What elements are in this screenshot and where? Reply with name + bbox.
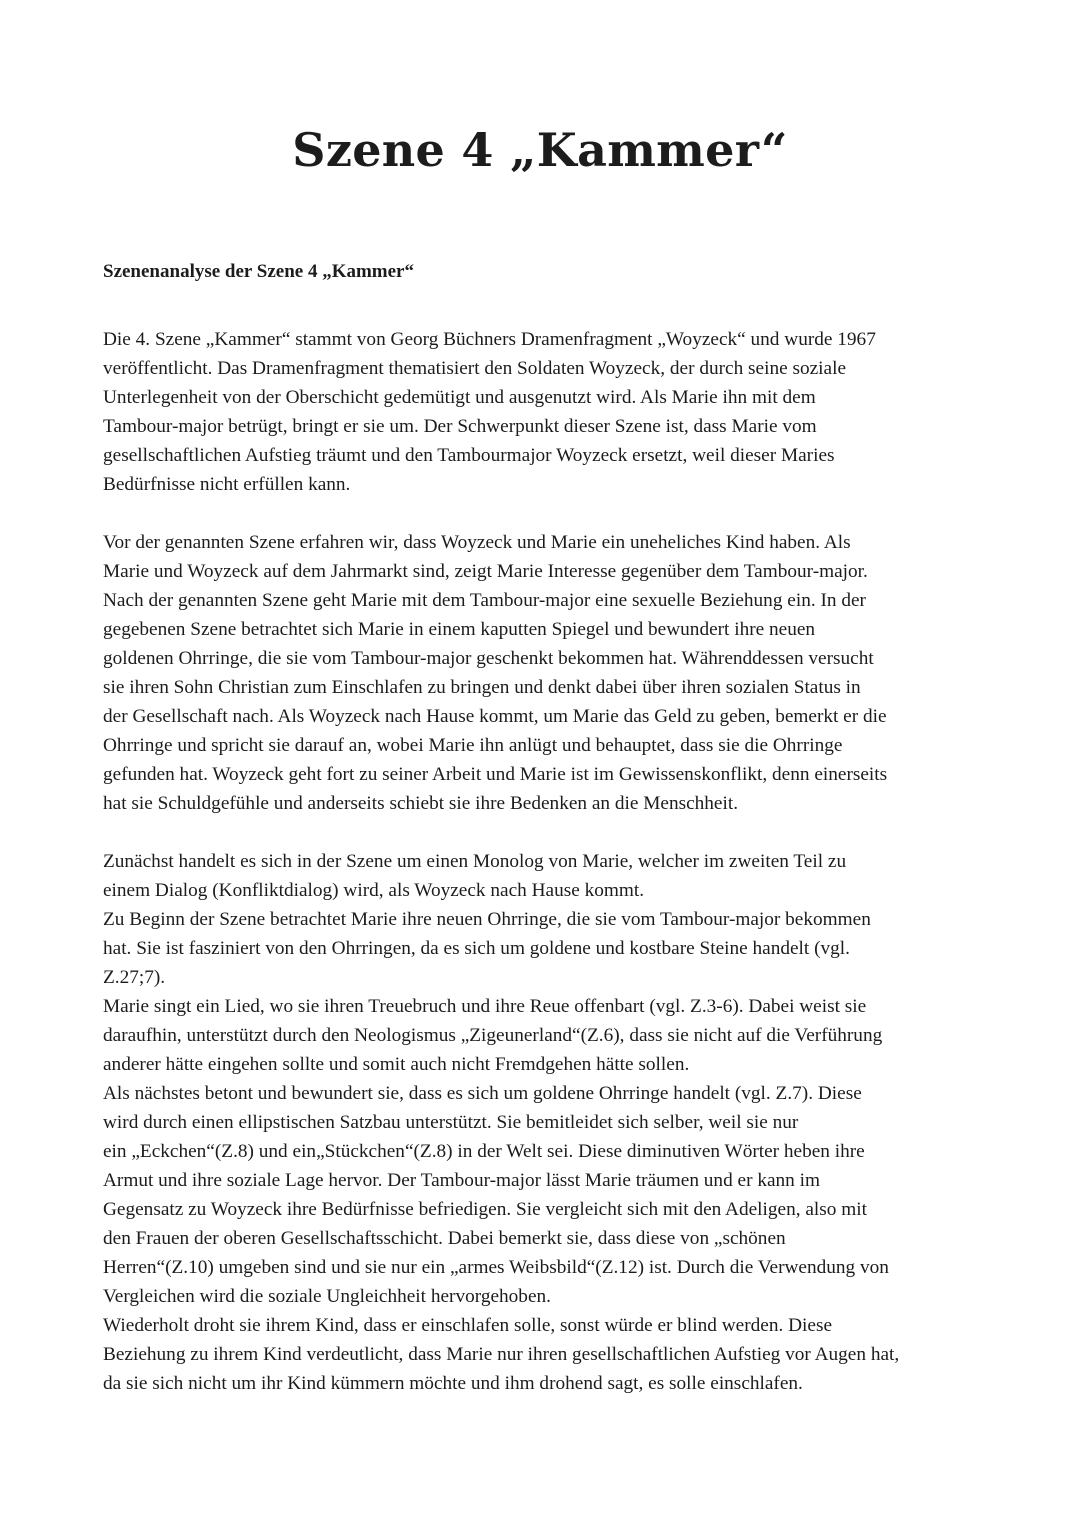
- text-line: veröffentlicht. Das Dramenfragment thematisiert den Soldaten Woyzeck, der durch seine soziale: [103, 358, 847, 379]
- text-line: hat. Sie ist fasziniert von den Ohrringen, da es sich um goldene und kostbare Steine handelt (vgl.: [103, 938, 850, 959]
- body-text: [103, 325, 983, 1427]
- text-line: Die 4. Szene „Kammer“ stammt von Georg Büchners Dramenfragment „Woyzeck“ und wurde 1967: [103, 329, 876, 350]
- text-line: Herren“(Z.10) umgeben sind und sie nur ein „armes Weibsbild“(Z.12) ist. Durch die Verwendung von: [103, 1257, 889, 1278]
- text-line: gesellschaftlichen Aufstieg träumt und den Tambourmajor Woyzeck ersetzt, weil dieser Maries: [103, 445, 835, 466]
- text-line: gegebenen Szene betrachtet sich Marie in einem kaputten Spiegel und bewundert ihre neuen: [103, 619, 816, 640]
- text-line: einem Dialog (Konfliktdialog) wird, als Woyzeck nach Hause kommt.: [103, 880, 645, 901]
- paragraph-analysis: [103, 847, 983, 1398]
- text-line: sie ihren Sohn Christian zum Einschlafen zu bringen und denkt dabei über ihren sozialen Status in: [103, 677, 861, 698]
- text-line: Tambour-major betrügt, bringt er sie um. Der Schwerpunkt dieser Szene ist, dass Marie vom: [103, 416, 817, 437]
- text-line: Beziehung zu ihrem Kind verdeutlicht, dass Marie nur ihren gesellschaftlichen Aufstieg vor Augen hat,: [103, 1344, 900, 1365]
- paragraph-context: [103, 528, 983, 818]
- text-line: ein „Eckchen“(Z.8) und ein„Stückchen“(Z.8) in der Welt sei. Diese diminutiven Wörter heben ihre: [103, 1141, 865, 1162]
- paragraph-intro: [103, 325, 983, 499]
- text-line: gefunden hat. Woyzeck geht fort zu seiner Arbeit und Marie ist im Gewissenskonflikt, denn einerseits: [103, 764, 888, 785]
- text-line: Gegensatz zu Woyzeck ihre Bedürfnisse befriedigen. Sie vergleicht sich mit den Adeligen, also mit: [103, 1199, 867, 1220]
- text-line: der Gesellschaft nach. Als Woyzeck nach Hause kommt, um Marie das Geld zu geben, bemerkt er die: [103, 706, 887, 727]
- text-line: Als nächstes betont und bewundert sie, dass es sich um goldene Ohrringe handelt (vgl. Z.7). Diese: [103, 1083, 862, 1104]
- text-line: Wiederholt droht sie ihrem Kind, dass er einschlafen solle, sonst würde er blind werden. Diese: [103, 1315, 833, 1336]
- text-line: Ohrringe und spricht sie darauf an, wobei Marie ihn anlügt und behauptet, dass sie die Ohrringe: [103, 735, 843, 756]
- text-line: Zunächst handelt es sich in der Szene um einen Monolog von Marie, welcher im zweiten Teil zu: [103, 851, 847, 872]
- text-line: wird durch einen ellipstischen Satzbau unterstützt. Sie bemitleidet sich selber, weil sie nur: [103, 1112, 799, 1133]
- text-line: hat sie Schuldgefühle und anderseits schiebt sie ihre Bedenken an die Menschheit.: [103, 793, 739, 814]
- section-heading: Szenenanalyse der Szene 4 „Kammer“: [103, 261, 414, 282]
- text-line: Vergleichen wird die soziale Ungleichheit hervorgehoben.: [103, 1286, 551, 1307]
- text-line: anderer hätte eingehen sollte und somit auch nicht Fremdgehen hätte sollen.: [103, 1054, 690, 1075]
- text-line: daraufhin, unterstützt durch den Neologismus „Zigeunerland“(Z.6), dass sie nicht auf die Verführung: [103, 1025, 883, 1046]
- text-line: Unterlegenheit von der Oberschicht gedemütigt und ausgenutzt wird. Als Marie ihn mit dem: [103, 387, 816, 408]
- text-line: Zu Beginn der Szene betrachtet Marie ihre neuen Ohrringe, die sie vom Tambour-major bekommen: [103, 909, 871, 930]
- text-line: Marie und Woyzeck auf dem Jahrmarkt sind, zeigt Marie Interesse gegenüber dem Tambour-major.: [103, 561, 868, 582]
- text-line: Z.27;7).: [103, 967, 166, 988]
- text-line: Armut und ihre soziale Lage hervor. Der Tambour-major lässt Marie träumen und er kann im: [103, 1170, 820, 1191]
- page-title: Szene 4 „Kammer“: [292, 123, 788, 177]
- text-line: Marie singt ein Lied, wo sie ihren Treuebruch und ihre Reue offenbart (vgl. Z.3-6). Dabei weist sie: [103, 996, 867, 1017]
- text-line: da sie sich nicht um ihr Kind kümmern möchte und ihm drohend sagt, es solle einschlafen.: [103, 1373, 803, 1394]
- text-line: Vor der genannten Szene erfahren wir, dass Woyzeck und Marie ein uneheliches Kind haben. Als: [103, 532, 851, 553]
- text-line: den Frauen der oberen Gesellschaftsschicht. Dabei bemerkt sie, dass diese von „schönen: [103, 1228, 786, 1249]
- text-line: Bedürfnisse nicht erfüllen kann.: [103, 474, 351, 495]
- text-line: goldenen Ohrringe, die sie vom Tambour-major geschenkt bekommen hat. Währenddessen versucht: [103, 648, 874, 669]
- text-line: Nach der genannten Szene geht Marie mit dem Tambour-major eine sexuelle Beziehung ein. In der: [103, 590, 866, 611]
